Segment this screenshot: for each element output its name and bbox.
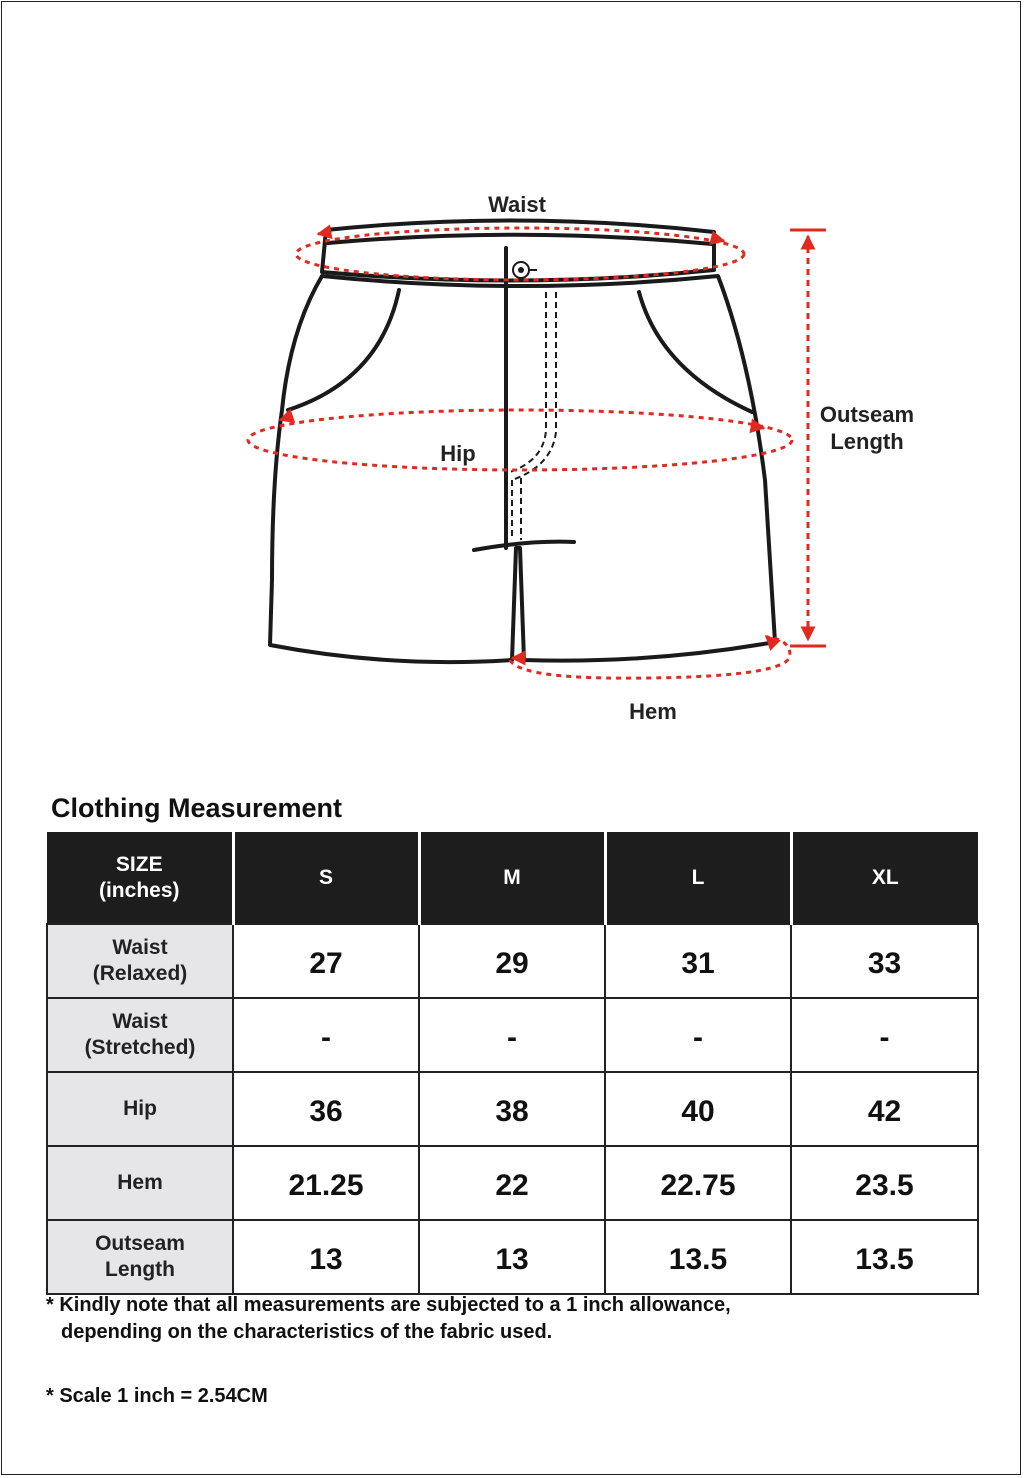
table-cell: 40: [605, 1072, 791, 1146]
table-cell: 23.5: [791, 1146, 978, 1220]
size-header-m: M: [419, 832, 605, 924]
allowance-note-line1: * Kindly note that all measurements are subjected to a 1 inch allowance,: [46, 1294, 731, 1316]
shorts-outline: [270, 220, 775, 662]
size-table: [46, 832, 979, 1295]
row-label-hip: Hip: [47, 1072, 233, 1146]
table-row: [47, 1220, 978, 1294]
table-cell: 42: [791, 1072, 978, 1146]
table-cell: 21.25: [233, 1146, 419, 1220]
row-label-outseam-length: Outseam Length: [47, 1220, 233, 1294]
table-cell: 29: [419, 924, 605, 998]
table-cell: 38: [419, 1072, 605, 1146]
table-cell: 13.5: [605, 1220, 791, 1294]
table-cell: 33: [791, 924, 978, 998]
table-row: [47, 1072, 978, 1146]
allowance-note-line2: depending on the characteristics of the fabric used.: [61, 1321, 553, 1343]
row-label-waist-relaxed: Waist (Relaxed): [47, 924, 233, 998]
table-cell: -: [233, 998, 419, 1072]
row-label-hem: Hem: [47, 1146, 233, 1220]
size-unit-header: SIZE (inches): [47, 832, 233, 924]
table-cell: 22.75: [605, 1146, 791, 1220]
table-cell: 13: [233, 1220, 419, 1294]
table-header-row: [47, 832, 978, 924]
size-header-s: S: [233, 832, 419, 924]
hem-label: Hem: [629, 699, 677, 724]
table-cell: 36: [233, 1072, 419, 1146]
scale-note: * Scale 1 inch = 2.54CM: [46, 1385, 268, 1407]
table-cell: 22: [419, 1146, 605, 1220]
table-row: [47, 998, 978, 1072]
table-cell: -: [605, 998, 791, 1072]
table-row: [47, 1146, 978, 1220]
size-header-l: L: [605, 832, 791, 924]
outseam-length-label: Outseam Length: [819, 402, 915, 454]
row-label-waist-stretched: Waist (Stretched): [47, 998, 233, 1072]
table-cell: 13: [419, 1220, 605, 1294]
table-cell: 31: [605, 924, 791, 998]
hip-label: Hip: [440, 441, 476, 466]
table-row: [47, 924, 978, 998]
table-cell: -: [791, 998, 978, 1072]
allowance-note: [46, 1292, 731, 1346]
waist-label: Waist: [488, 192, 546, 217]
table-cell: -: [419, 998, 605, 1072]
section-title: Clothing Measurement: [51, 793, 343, 823]
table-cell: 27: [233, 924, 419, 998]
table-cell: 13.5: [791, 1220, 978, 1294]
size-header-xl: XL: [791, 832, 978, 924]
